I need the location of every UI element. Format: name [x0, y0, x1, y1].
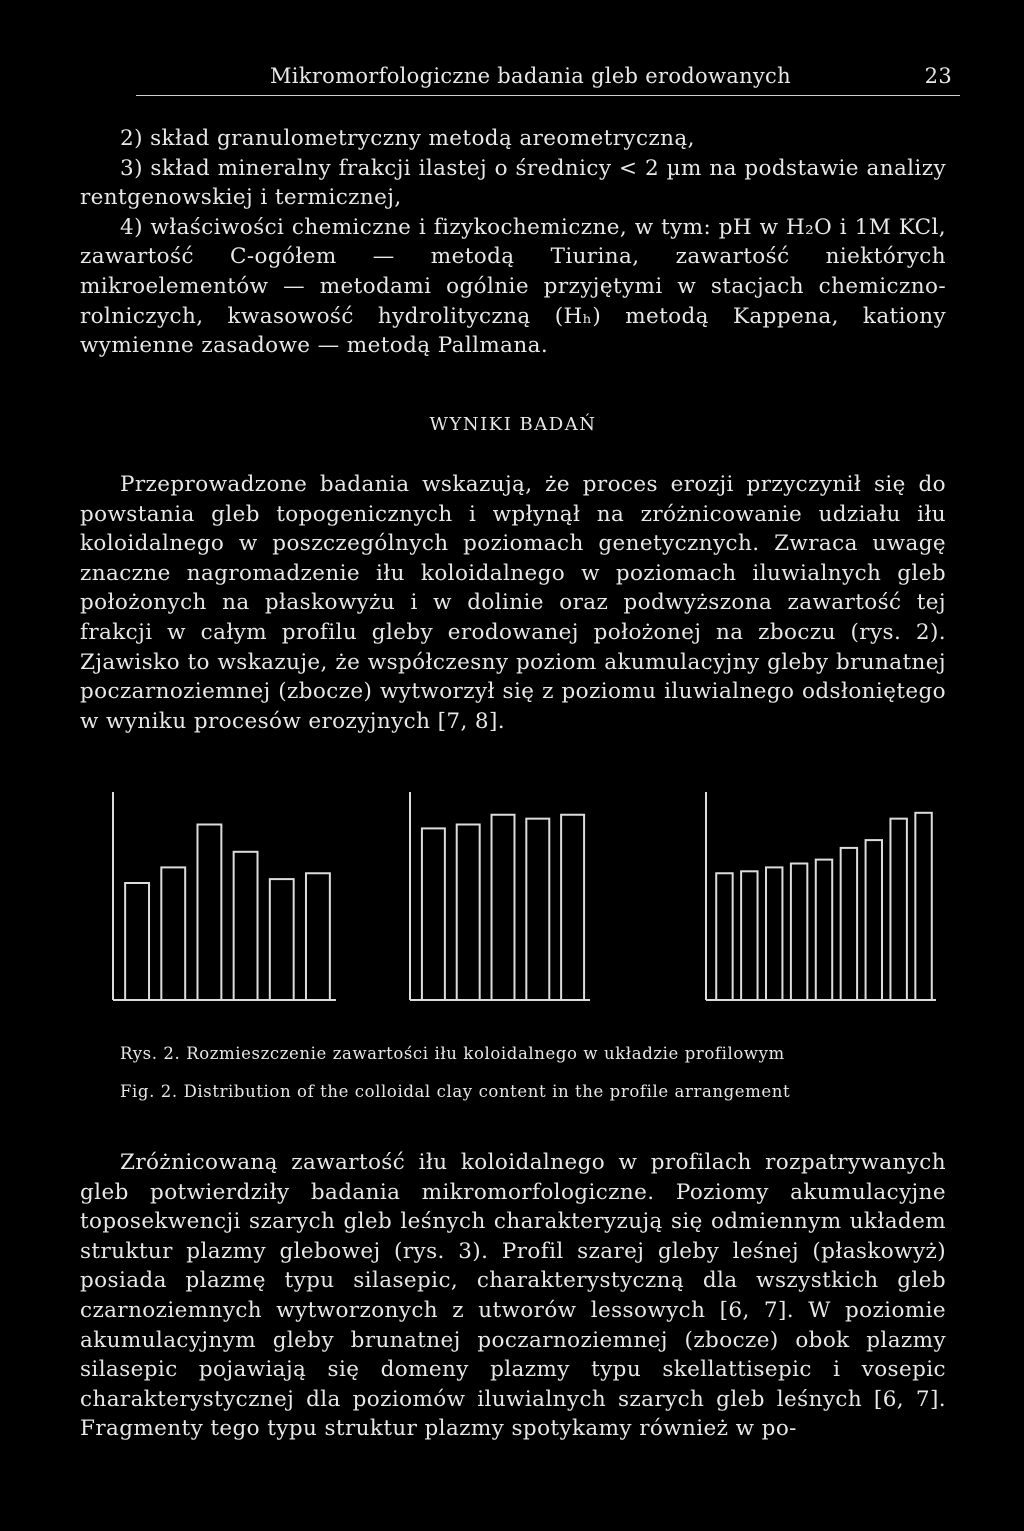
chart-1-bar: [125, 883, 149, 1000]
figure-2: [0, 780, 1024, 1020]
chart-3-bar: [841, 848, 857, 1000]
chart-3-bar: [766, 867, 782, 1000]
chart-3-bar: [890, 819, 906, 1000]
results-section: [80, 470, 946, 736]
chart-2-bar: [457, 825, 480, 1001]
caption-english: Fig. 2. Distribution of the colloidal clay content in the profile arrangement: [120, 1082, 791, 1101]
method-item: 3) skład mineralny frakcji ilastej o średnicy < 2 µm na podstawie analizy rentgenowskiej i termicznej,: [80, 155, 946, 211]
section-heading: WYNIKI BADAŃ: [429, 414, 597, 435]
chart-3-bar: [741, 871, 757, 1000]
chart-1-bar: [306, 873, 330, 1000]
method-item: 2) skład granulometryczny metodą areometryczną,: [120, 126, 695, 151]
running-title: Mikromorfologiczne badania gleb erodowanych: [270, 64, 791, 88]
chart-1-bar: [161, 867, 185, 1000]
chart-3-bar: [816, 860, 832, 1000]
methods-list: [80, 124, 946, 361]
header-rule: [136, 95, 960, 96]
chart-3-bar: [791, 864, 807, 1001]
chart-2-bar: [492, 815, 515, 1000]
chart-3-bar: [866, 840, 882, 1000]
caption-polish: Rys. 2. Rozmieszczenie zawartości iłu koloidalnego w układzie profilowym: [120, 1044, 785, 1063]
chart-1-bar: [234, 852, 258, 1000]
chart-2-bar: [422, 828, 445, 1000]
chart-3-bar: [716, 873, 732, 1000]
method-item: 4) właściwości chemiczne i fizykochemiczne, w tym: pH w H₂O i 1M KCl, zawartość C-ogółem — metodą Tiurina, zawartość niektórych mikroelementów — metodami ogólnie przyjętymi w stacjach chemiczno-rolniczych, kwasowość hydrolityczną (Hₕ) metodą Kappena, kationy wymienne zasadowe — metodą Pallmana.: [80, 214, 946, 359]
page-number: 23: [924, 64, 952, 88]
chart-1-bar: [197, 825, 221, 1001]
results-paragraph: Przeprowadzone badania wskazują, że proces erozji przyczynił się do powstania gleb topogenicznych i wpłynął na zróżnicowanie udziału iłu koloidalnego w poszczególnych poziomach genetycznych. Zwraca uwagę znaczne nagromadzenie iłu koloidalnego w poziomach iluwialnych gleb położonych na płaskowyżu i w dolinie oraz podwyższona zawartość tej frakcji w całym profilu gleby erodowanej położonej na zboczu (rys. 2). Zjawisko to wskazuje, że współczesny poziom akumulacyjny gleby brunatnej poczarnoziemnej (zbocze) wytworzył się z poziomu iluwialnego odsłoniętego w wyniku procesów erozyjnych [7, 8].: [80, 472, 946, 734]
chart-1-bar: [270, 879, 294, 1000]
running-head: [80, 60, 960, 96]
continuation-paragraph: Zróżnicowaną zawartość iłu koloidalnego w profilach rozpatrywanych gleb potwierdziły badania mikromorfologiczne. Poziomy akumulacyjne toposekwencji szarych gleb leśnych charakteryzują się odmiennym układem struktur plazmy glebowej (rys. 3). Profil szarej gleby leśnej (płaskowyż) posiada plazmę typu silasepic, charakterystyczną dla wszystkich gleb czarnoziemnych wytworzonych z utworów lessowych [6, 7]. W poziomie akumulacyjnym gleby brunatnej poczarnoziemnej (zbocze) obok plazmy silasepic pojawiają się domeny plazmy typu skellattisepic i vosepic charakterystycznej dla poziomów iluwialnych szarych gleb leśnych [6, 7]. Fragmenty tego typu struktur plazmy spotykamy również w po-: [80, 1150, 946, 1442]
bar-charts: [0, 780, 1024, 1020]
chart-2-bar: [561, 815, 584, 1000]
chart-2-bar: [526, 819, 549, 1000]
chart-3-bar: [915, 813, 931, 1000]
continuation-section: [80, 1148, 946, 1444]
